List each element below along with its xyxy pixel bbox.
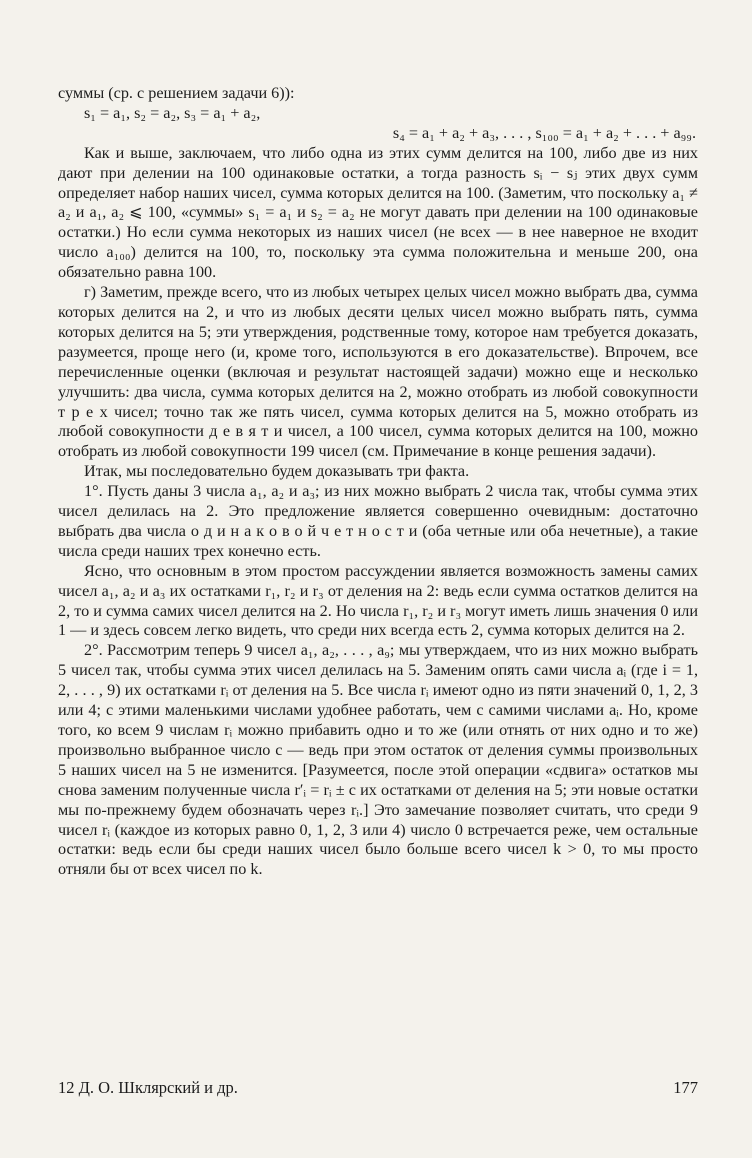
printer-signature: 12 Д. О. Шклярский и др. <box>58 1078 238 1097</box>
paragraph-fact-2: 2°. Рассмотрим теперь 9 чисел a₁, a₂, . . . , a₉; мы утверждаем, что из них можно выбрать 5 чисел так, чтобы сумма этих чисел делилась на 5. Заменим опять сами числа aᵢ (где i = 1, 2, . . . , 9) их остатками rᵢ от деления на 5. Все числа rᵢ имеют одно из пяти значений 0, 1, 2, 3 или 4; с этими маленькими числами удобнее работать, чем с самими числами aᵢ. Но, кроме того, ко всем 9 числам rᵢ можно прибавить одно и то же (или отнять от них одно и то же) произвольно выбранное число c — ведь при этом остаток от деления суммы произвольных 5 наших чисел на 5 не изменится. [Разумеется, после этой операции «сдвига» остатков мы снова заменим полученные числа r′ᵢ = rᵢ ± c их остатками от деления на 5; эти новые остатки мы по-прежнему будем обозначать через rᵢ.] Это замечание позволяет считать, что среди 9 чисел rᵢ (каждое из которых равно 0, 1, 2, 3 или 4) число 0 встречается реже, чем остальные остатки: ведь если бы среди наших чисел было больше всего чисел k > 0, то мы просто отняли бы от всех чисел по k. <box>58 641 698 879</box>
formula-line-1: s₁ = a₁, s₂ = a₂, s₃ = a₁ + a₂, <box>84 103 261 122</box>
intro-line: суммы (ср. с решением задачи 6)): <box>58 84 295 102</box>
paragraph-three-facts: Итак, мы последовательно будем доказывать три факта. <box>84 462 470 481</box>
page-body <box>58 84 698 880</box>
page-footer <box>58 1078 698 1098</box>
paragraph-remainders: Ясно, что основным в этом простом рассуждении является возможность замены самих чисел a₁, a₂ и a₃ их остатками r₁, r₂ и r₃ от деления на 2: ведь если сумма остатков делится на 2, то и сумма самих чисел делится на 2. Но числа r₁, r₂ и r₃ могут иметь лишь значения 0 или 1 — и здесь совсем легко видеть, что среди них всегда есть 2, сумма которых делится на 2. <box>58 561 698 640</box>
page-number: 177 <box>673 1078 698 1097</box>
paragraph-part-g: г) Заметим, прежде всего, что из любых четырех целых чисел можно выбрать два, сумма которых делится на 2, и что из любых десяти целых чисел можно выбрать пять, сумма которых делится на 5; эти утверждения, родственные тому, которое нам требуется доказать, разумеется, проще него (и, кроме того, используются в его доказательстве). Впрочем, все перечисленные оценки (включая и результат настоящей задачи) можно еще и несколько улучшить: два числа, сумма которых делится на 2, можно отобрать из любой совокупности т р е х чисел; точно так же пять чисел, сумма которых делится на 5, можно отобрать из любой совокупности д е в я т и чисел, а 100 чисел, сумма которых делится на 100, можно отобрать из любой совокупности 199 чисел (см. Примечание в конце решения задачи). <box>58 283 698 461</box>
paragraph-fact-1: 1°. Пусть даны 3 числа a₁, a₂ и a₃; из них можно выбрать 2 числа так, чтобы сумма этих чисел делилась на 2. Это предложение является совершенно очевидным: достаточно выбрать два числа о д и н а к о в о й ч е т н о с т и (оба четные или оба нечетные), а такие числа среди наших трех конечно есть. <box>58 482 698 560</box>
paragraph-conclusion: Как и выше, заключаем, что либо одна из этих сумм делится на 100, либо две из них дают при делении на 100 одинаковые остатки, а тогда разность sᵢ − sⱼ этих двух сумм определяет набор наших чисел, сумма которых делится на 100. (Заметим, что поскольку a₁ ≠ a₂ и a₁, a₂ ⩽ 100, «суммы» s₁ = a₁ и s₂ = a₂ не могут давать при делении на 100 одинаковые остатки.) Но если сумма некоторых из наших чисел (не всех — в нее наверное не входит число a₁₀₀) делится на 100, то, поскольку эта сумма положительна и меньше 200, она обязательно равна 100. <box>58 143 698 282</box>
formula-line-2: s₄ = a₁ + a₂ + a₃, . . . , s₁₀₀ = a₁ + a₂ + . . . + a₉₉. <box>392 123 696 142</box>
